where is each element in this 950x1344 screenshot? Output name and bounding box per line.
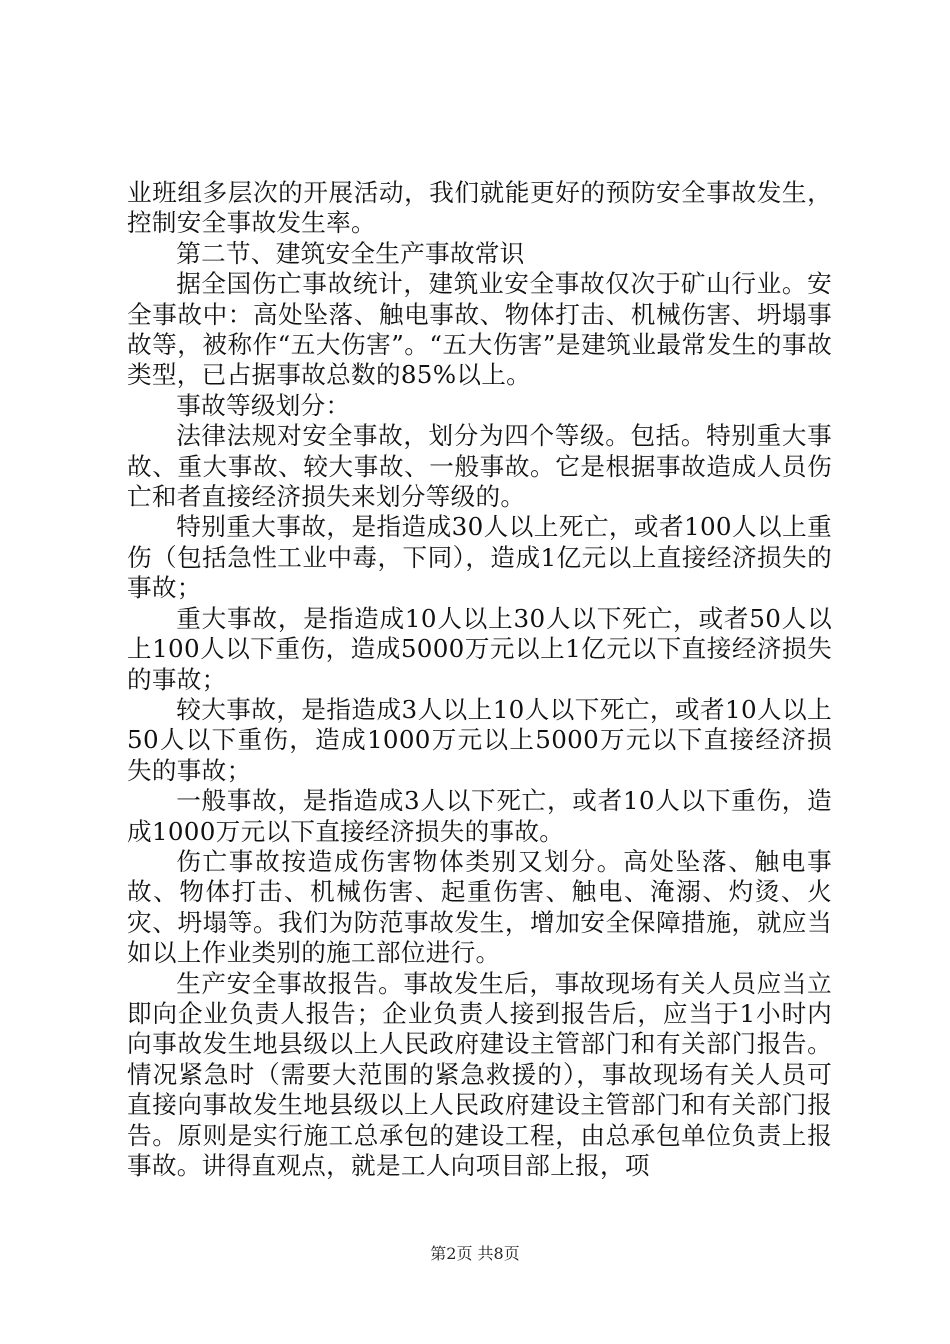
section-heading: 第二节、建筑安全生产事故常识	[176, 238, 525, 268]
paragraph-four-levels: 法律法规对安全事故，划分为四个等级。包括。特别重大事故、重大事故、较大事故、一般事故。它是根据事故造成人员伤亡和者直接经济损失来划分等级的。	[127, 421, 832, 512]
paragraph-larger: 较大事故，是指造成3人以上10人以下死亡，或者10人以上50人以下重伤，造成1000万元以上5000万元以下直接经济损失的事故；	[127, 694, 832, 785]
paragraph-general: 一般事故，是指造成3人以下死亡，或者10人以下重伤，造成1000万元以下直接经济损失的事故。	[127, 786, 832, 846]
paragraph-continuation: 业班组多层次的开展活动，我们就能更好的预防安全事故发生，控制安全事故发生率。	[127, 178, 832, 238]
paragraph-injury-categories: 伤亡事故按造成伤害物体类别又划分。高处坠落、触电事故、物体打击、机械伤害、起重伤害、触电、淹溺、灼烫、火灾、坍塌等。我们为防范事故发生，增加安全保障措施，就应当如以上作业类别的施工部位进行。	[127, 846, 832, 968]
page-number-footer: 第2页 共8页	[430, 1244, 520, 1263]
paragraph-accident-report: 生产安全事故报告。事故发生后，事故现场有关人员应当立即向企业负责人报告；企业负责人接到报告后，应当于1小时内向事故发生地县级以上人民政府建设主管部门和有关部门报告。情况紧急时（需要大范围的紧急救援的），事故现场有关人员可直接向事故发生地县级以上人民政府建设主管部门和有关部门报告。原则是实行施工总承包的建设工程，由总承包单位负责上报事故。讲得直观点，就是工人向项目部上报，项	[127, 968, 832, 1180]
subheading-accident-levels: 事故等级划分：	[176, 390, 351, 420]
paragraph-especially-major: 特别重大事故，是指造成30人以上死亡，或者100人以上重伤（包括急性工业中毒，下同），造成1亿元以上直接经济损失的事故；	[127, 512, 832, 603]
paragraph-statistics: 据全国伤亡事故统计，建筑业安全事故仅次于矿山行业。安全事故中：高处坠落、触电事故、物体打击、机械伤害、坍塌事故等，被称作“五大伤害”。“五大伤害”是建筑业最常发生的事故类型，已占据事故总数的85%以上。	[127, 269, 832, 390]
document-body	[127, 178, 832, 1181]
paragraph-major: 重大事故，是指造成10人以上30人以下死亡，或者50人以上100人以下重伤，造成5000万元以上1亿元以下直接经济损失的事故；	[127, 603, 832, 694]
